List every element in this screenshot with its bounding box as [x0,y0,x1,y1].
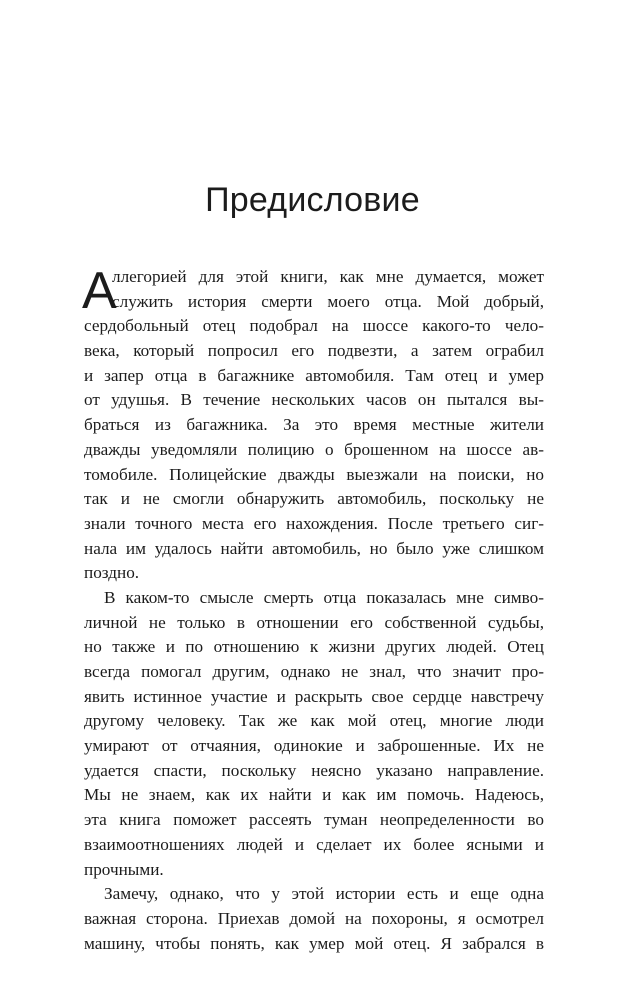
text-line: умирают от отчаяния, одинокие и заброшенные. Их не [84,736,544,756]
text-line: личной не только в отношении его собственной судьбы, [84,612,544,632]
text-line: удается спасти, поскольку неясно указано направление. [84,760,544,780]
text-line-content: ллегорией для этой книги, как мне думается, может [112,267,544,286]
text-line: прочными. [84,859,164,879]
text-line: века, который попросил его подвезти, а затем ограбил [84,341,544,361]
text-line: В каком-то смысле смерть отца показалась мне симво- [104,587,544,607]
text-line: Замечу, однако, что у этой истории есть и еще одна [104,884,544,904]
text-line: важная сторона. Приехав домой на похороны, я осмотрел [84,908,544,928]
text-line: явить истинное участие и раскрыть свое сердце навстречу [84,686,544,706]
paragraph-1 [82,262,544,586]
text-line: томобиле. Полицейские дважды выезжали на поиски, но [84,464,544,484]
text-line: сердобольный отец подобрал на шоссе какого-то чело- [84,316,544,336]
text-line: знали точного места его нахождения. После третьего сиг- [84,513,544,533]
paragraph-2 [84,586,544,882]
body-text [82,262,544,956]
text-line: от удушья. В течение нескольких часов он пытался вы- [84,390,544,410]
text-line: дважды уведомляли полицию о брошенном на шоссе ав- [84,439,544,459]
drop-cap: А [82,262,117,320]
text-line: поздно. [84,563,140,583]
paragraph-3 [84,882,544,956]
text-line: Мы не знаем, как их найти и как им помочь. Надеюсь, [84,785,544,805]
text-line: нала им удалось найти автомобиль, но было уже слишком [84,538,544,558]
text-line: другому человеку. Так же как мой отец, многие люди [84,711,544,731]
text-line: эта книга поможет рассеять туман неопределенности во [84,810,544,830]
text-line: и запер отца в багажнике автомобиля. Там отец и умер [84,365,544,385]
text-line: машину, чтобы понять, как умер мой отец. Я забрался в [84,933,544,953]
text-line: всегда помогал другим, однако не знал, что значит про- [84,662,544,681]
text-line: браться из багажника. За это время местные жители [84,415,544,435]
text-line: взаимоотношениях людей и сделает их более ясными и [84,834,544,854]
chapter-title: Предисловие [205,181,420,219]
text-line: но также и по отношению к жизни других людей. Отец [84,637,544,657]
text-line: так и не смогли обнаружить автомобиль, поскольку не [84,489,544,509]
text-line: служить история смерти моего отца. Мой добрый, [112,291,544,311]
